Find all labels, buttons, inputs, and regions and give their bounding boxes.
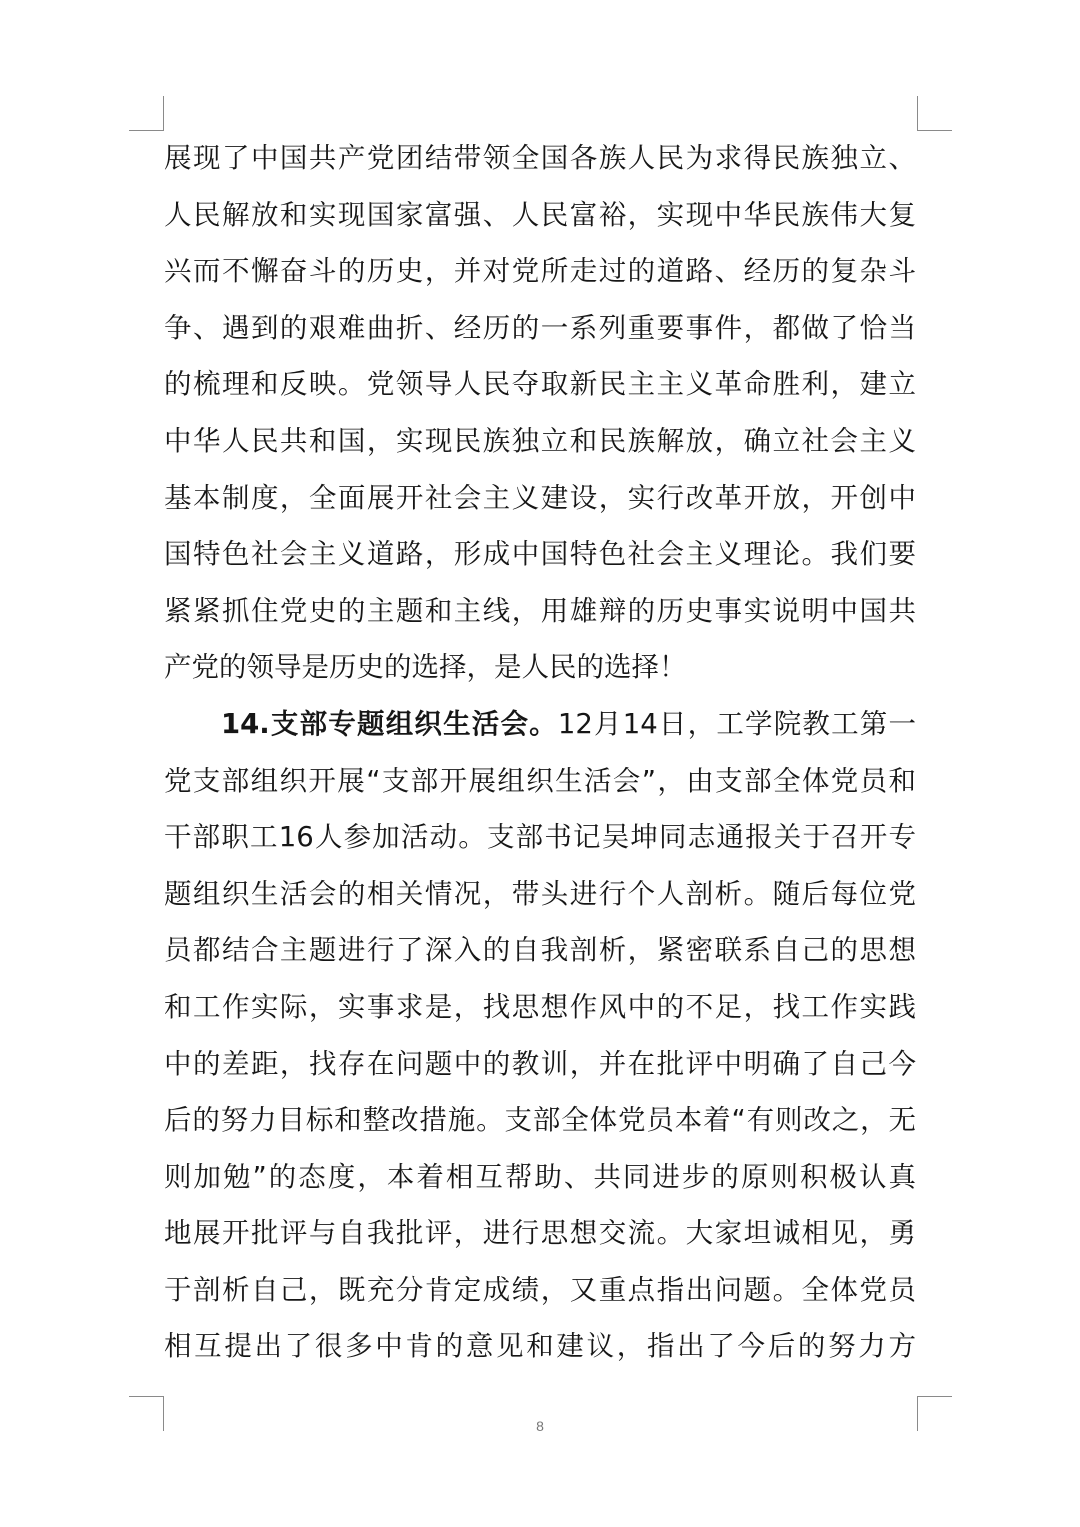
text-line: 地展开批评与自我批评，进行思想交流。大家坦诚相见，勇 <box>164 1217 916 1250</box>
text-line: 中的差距，找存在问题中的教训，并在批评中明确了自己今 <box>164 1047 916 1080</box>
paragraph-party-history <box>164 130 916 696</box>
crop-mark-top-left <box>129 96 164 131</box>
section-heading: 14.支部专题组织生活会。 <box>221 707 558 740</box>
text-line: 于剖析自己，既充分肯定成绩，又重点指出问题。全体党员 <box>164 1273 916 1306</box>
text-line: 员都结合主题进行了深入的自我剖析，紧密联系自己的思想 <box>164 934 916 967</box>
text-line: 紧紧抓住党史的主题和主线，用雄辩的历史事实说明中国共 <box>164 594 916 627</box>
text-line: 则加勉”的态度，本着相互帮助、共同进步的原则积极认真 <box>164 1160 916 1193</box>
body-text <box>164 130 916 1375</box>
text-line: 人民解放和实现国家富强、人民富裕，实现中华民族伟大复 <box>164 198 916 231</box>
text-line: 干部职工16人参加活动。支部书记吴坤同志通报关于召开专 <box>164 821 916 854</box>
text-line: 后的努力目标和整改措施。支部全体党员本着“有则改之，无 <box>164 1104 916 1137</box>
text-line: 展现了中国共产党团结带领全国各族人民为求得民族独立、 <box>164 142 916 174</box>
text-line: 相互提出了很多中肯的意见和建议，指出了今后的努力方 <box>164 1330 916 1363</box>
text-line: 基本制度，全面展开社会主义建设，实行改革开放，开创中 <box>164 481 916 514</box>
page-number: 8 <box>536 1418 544 1434</box>
section-first-line <box>164 696 916 753</box>
text-line: 争、遇到的艰难曲折、经历的一系列重要事件，都做了恰当 <box>164 311 916 344</box>
text-line: 和工作实际，实事求是，找思想作风中的不足，找工作实践 <box>164 990 916 1023</box>
crop-mark-top-right <box>917 96 952 131</box>
text-line: 党支部组织开展“支部开展组织生活会”，由支部全体党员和 <box>164 764 916 797</box>
text-line: 兴而不懈奋斗的历史，并对党所走过的道路、经历的复杂斗 <box>164 255 916 288</box>
text-line: 中华人民共和国，实现民族独立和民族解放，确立社会主义 <box>164 424 916 457</box>
text-line: 题组织生活会的相关情况，带头进行个人剖析。随后每位党 <box>164 877 916 910</box>
text-line-rest: 12月14日，工学院教工第一 <box>557 707 916 740</box>
text-line: 产党的领导是历史的选择，是人民的选择！ <box>164 651 687 684</box>
text-line: 国特色社会主义道路，形成中国特色社会主义理论。我们要 <box>164 538 916 571</box>
text-line: 的梳理和反映。党领导人民夺取新民主主义革命胜利，建立 <box>164 368 916 401</box>
paragraph-section-14 <box>164 696 916 1375</box>
